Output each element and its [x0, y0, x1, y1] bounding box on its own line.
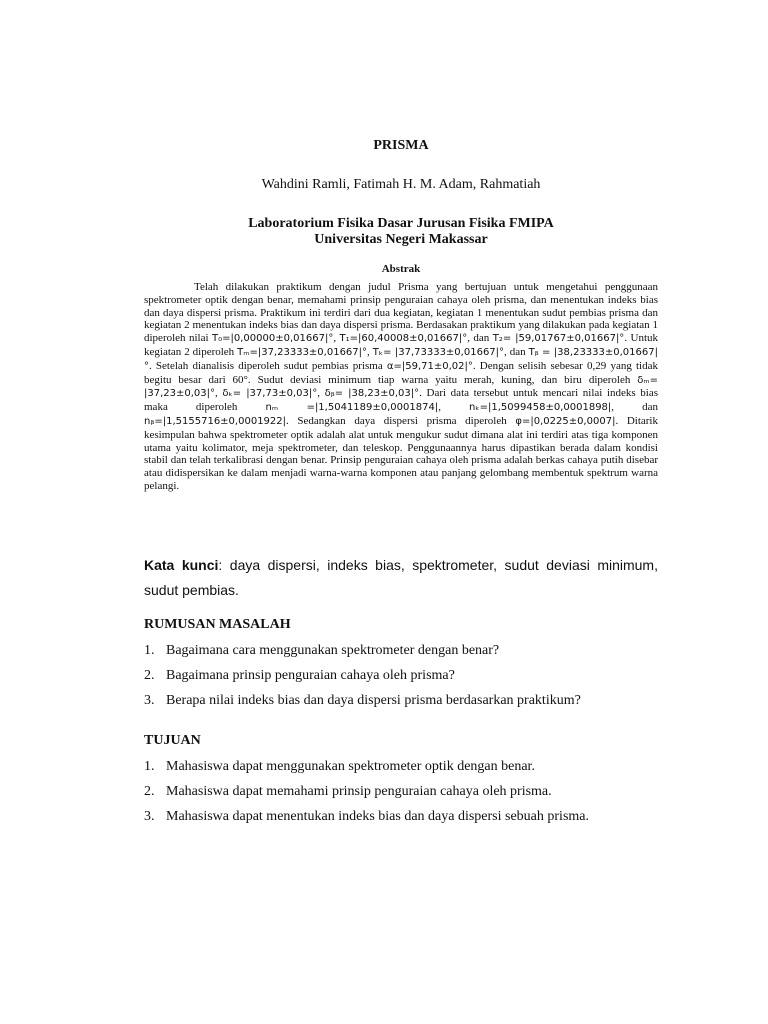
value-t1: T₁=|60,40008±0,01667|°	[339, 333, 468, 345]
list-item	[144, 808, 658, 833]
value-n-m: nₘ =|1,5041189±0,0001874|	[265, 402, 439, 414]
abstract-conj-3: , dan	[611, 401, 658, 414]
value-n-b: nᵦ=|1,5155716±0,0001922|	[144, 415, 287, 427]
value-delta-k: δₖ= |37,73±0,03|°	[222, 388, 318, 400]
abstract-text-7: . Ditarik kesimpulan bahwa spektrometer optik adalah alat untuk mengukur sudut dimana alat ini terdiri atas tiga komponen utama yaitu kolimator, meja spektrometer, dan teleskop. Penggunaannya harus dipastikan berada dalam kondisi stabil dan telah terkalibrasi dengan benar. Prinsip penguraian cahaya oleh prisma adalah berkas cahaya putih disebar atau didispersikan ke dalam menjadi warna-warna komponen atau panjang gelombang membentuk spektrum warna pelangi.	[144, 414, 658, 492]
keywords-paragraph	[144, 553, 658, 603]
abstract-text-6: . Sedangkan daya dispersi prisma diperoleh	[286, 414, 516, 427]
abstract-text-5: . Dari data tersebut untuk mencari nilai indeks bias maka diperoleh	[144, 387, 658, 414]
section-heading-tujuan: TUJUAN	[144, 733, 201, 748]
list-item-text: Mahasiswa dapat memahami prinsip penguraian cahaya oleh prisma.	[166, 784, 552, 799]
value-t2: T₂= |59,01767±0,01667|°	[492, 333, 625, 345]
abstract-paragraph: Telah dilakukan praktikum dengan judul Prisma yang bertujuan untuk mengetahui penggunaan spektrometer optik dengan benar, memahami prinsip penguraian cahaya oleh prisma, dan menentukan indeks bias dan daya dispersi prisma. Praktikum ini terdiri dari dua kegiatan, kegiatan 1 menentukan sudut pembias prisma dan kegiatan 2 menentukan indeks bias dan daya dispersi prisma. Berdasakan praktikum yang dilakukan pada kegiatan 1 diperoleh nilai T₀=|0,00000±0,01667|°, T₁=|60,40008±0,01667|°, dan T₂= |59,01767±0,01667|°. Untuk kegiatan 2 diperoleh Tₘ=|37,23333±0,01667|°, Tₖ= |37,73333±0,01667|°, dan Tᵦ = |38,23333±0,01667|°. Setelah dianalisis diperoleh sudut pembias prisma α=|59,71±0,02|°. Dengan selisih sebesar 0,29 yang tidak begitu besar dari 60°. Sudut deviasi minimum tiap warna yaitu merah, kuning, dan biru diperoleh δₘ= |37,23±0,03|°, δₖ= |37,73±0,03|°, δᵦ= |38,23±0,03|°. Dari data tersebut untuk mencari nilai indeks bias maka diperoleh nₘ =|1,5041189±0,0001874|, nₖ=|1,5099458±0,0001898|, dan nᵦ=|1,5155716±0,0001922|. Sedangkan daya dispersi prisma diperoleh φ=|0,0225±0,0007|. Ditarik kesimpulan bahwa spektrometer optik adalah alat untuk mengukur sudut dimana alat ini terdiri atas tiga komponen utama yaitu kolimator, meja spektrometer, dan teleskop. Penggunaannya harus dipastikan berada dalam kondisi stabil dan telah terkalibrasi dengan benar. Prinsip penguraian cahaya oleh prisma adalah berkas cahaya putih disebar atau didispersikan ke dalam menjadi warna-warna komponen atau panjang gelombang membentuk spektrum warna pelangi.	[144, 281, 659, 492]
list-item-number: 2.	[144, 784, 155, 799]
value-t0: T₀=|0,00000±0,01667|°	[212, 333, 334, 345]
abstract-text-4: . Dengan selisih sebesar 0,29 yang tidak begitu besar dari 60°. Sudut deviasi minimum tiap warna yaitu merah, kuning, dan biru diperoleh	[144, 359, 658, 386]
value-alpha: α=|59,71±0,02|°	[386, 360, 473, 372]
value-n-k: nₖ=|1,5099458±0,0001898|	[469, 402, 612, 414]
list-item-number: 1.	[144, 643, 155, 658]
keywords-text: : daya dispersi, indeks bias, spektrometer, sudut deviasi minimum, sudut pembias.	[144, 557, 658, 598]
document-page	[144, 0, 658, 1024]
list-item-number: 1.	[144, 759, 155, 774]
list-item-text: Bagaimana cara menggunakan spektrometer dengan benar?	[166, 643, 500, 658]
value-phi: φ=|0,0225±0,0007|	[515, 415, 616, 427]
list-item	[144, 692, 658, 717]
rumusan-masalah-list	[144, 642, 658, 717]
paper-title: PRISMA	[373, 138, 429, 153]
abstract-text-3: . Setelah dianalisis diperoleh sudut pembias prisma	[149, 359, 387, 372]
list-item	[144, 758, 658, 783]
list-item-text: Berapa nilai indeks bias dan daya dispersi prisma berdasarkan praktikum?	[166, 693, 581, 708]
section-heading-rumusan-masalah: RUMUSAN MASALAH	[144, 617, 291, 632]
keywords-label: Kata kunci	[144, 557, 219, 573]
abstract-conj-2: , dan	[504, 345, 529, 358]
abstract-body	[144, 281, 658, 493]
list-item-number: 2.	[144, 668, 155, 683]
value-tk: Tₖ= |37,73333±0,01667|°	[372, 346, 505, 358]
list-item-text: Mahasiswa dapat menentukan indeks bias dan daya dispersi sebuah prisma.	[166, 809, 590, 824]
abstract-text-2: . Untuk kegiatan 2 diperoleh	[144, 332, 659, 358]
value-tm: Tₘ=|37,23333±0,01667|°	[237, 346, 368, 358]
value-delta-m: δₘ= |37,23±0,03|°	[144, 374, 658, 400]
list-item	[144, 642, 658, 667]
list-item-number: 3.	[144, 693, 155, 708]
abstract-text-1: Telah dilakukan praktikum dengan judul Prisma yang bertujuan untuk mengetahui penggunaan spektrometer optik dengan benar, memahami prinsip penguraian cahaya oleh prisma, dan menentukan indeks bias dan daya dispersi prisma. Praktikum ini terdiri dari dua kegiatan, kegiatan 1 menentukan sudut pembias prisma dan kegiatan 2 menentukan indeks bias dan daya dispersi prisma. Berdasakan praktikum yang dilakukan pada kegiatan 1 diperoleh nilai	[144, 281, 658, 345]
value-delta-b: δᵦ= |38,23±0,03|°	[324, 388, 420, 400]
list-item-number: 3.	[144, 809, 155, 824]
tujuan-list	[144, 758, 658, 833]
list-item-text: Mahasiswa dapat menggunakan spektrometer optik dengan benar.	[166, 759, 535, 774]
paper-authors: Wahdini Ramli, Fatimah H. M. Adam, Rahmatiah	[261, 177, 541, 192]
affiliation-university: Universitas Negeri Makassar	[314, 232, 488, 247]
list-item-text: Bagaimana prinsip penguraian cahaya oleh prisma?	[166, 668, 455, 683]
abstract-heading: Abstrak	[381, 263, 421, 275]
abstract-conj-1: , dan	[467, 332, 493, 345]
list-item	[144, 667, 658, 692]
affiliation-lab: Laboratorium Fisika Dasar Jurusan Fisika FMIPA	[248, 216, 554, 231]
paper-affiliation	[144, 216, 658, 248]
list-item	[144, 783, 658, 808]
value-tb: Tᵦ = |38,23333±0,01667|°	[144, 346, 658, 372]
